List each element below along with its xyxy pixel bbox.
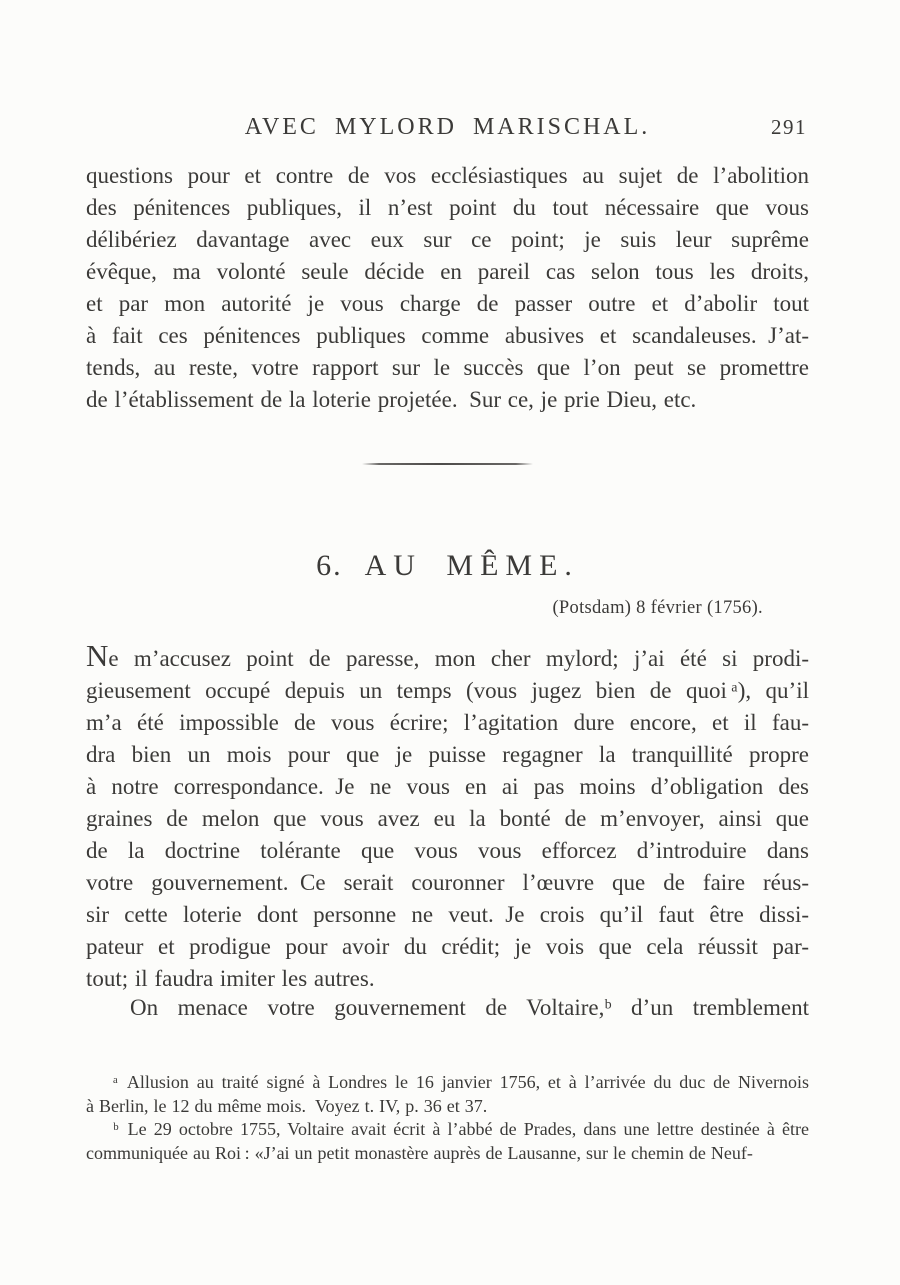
text-line: votre gouvernement. Ce serait couronner l’œuvre que de faire réus- xyxy=(86,870,809,895)
section-number: 6. xyxy=(316,549,343,582)
text-line: sir cette loterie dont personne ne veut. Je crois qu’il faut être dissi- xyxy=(86,902,809,927)
text-line: de l’établissement de la loterie projetée. Sur ce, je prie Dieu, etc. xyxy=(86,387,697,412)
text-line: graines de melon que vous avez eu la bonté de m’envoyer, ainsi que xyxy=(86,806,809,831)
text-line: Ne m’accusez point de paresse, mon cher mylord; j’ai été si prodi- xyxy=(86,638,809,673)
text-line: à notre correspondance. Je ne vous en ai pas moins d’obligation des xyxy=(86,774,809,799)
text-line: et par mon autorité je vous charge de passer outre et d’abolir tout xyxy=(86,291,809,316)
text-line: évêque, ma volonté seule décide en pareil cas selon tous les droits, xyxy=(86,259,809,284)
section-title: AU MÊME. xyxy=(364,549,579,582)
text-line: communiquée au Roi : «J’ai un petit monastère auprès de Lausanne, sur le chemin de Neuf- xyxy=(86,1142,753,1163)
text-line: des pénitences publiques, il n’est point du tout nécessaire que vous xyxy=(86,195,809,220)
text-line: On menace votre gouvernement de Voltaire,ᵇ d’un tremblement xyxy=(130,995,809,1020)
text-line: ᵇ Le 29 octobre 1755, Voltaire avait écrit à l’abbé de Prades, dans une lettre destinée à être xyxy=(113,1119,809,1139)
letter-dateline: (Potsdam) 8 février (1756). xyxy=(552,598,763,618)
text-line: dra bien un mois pour que je puisse regagner la tranquillité propre xyxy=(86,742,809,767)
section-divider-rule xyxy=(362,463,533,465)
text-line: à fait ces pénitences publiques comme abusives et scandaleuses. J’at- xyxy=(86,323,809,348)
text-line: questions pour et contre de vos ecclésiastiques au sujet de l’abolition xyxy=(86,163,809,188)
footnote-a xyxy=(86,1071,809,1118)
letter-first-paragraph xyxy=(86,640,809,995)
text-line: tout; il faudra imiter les autres. xyxy=(86,966,375,991)
letter-second-paragraph xyxy=(86,992,809,1024)
page-number: 291 xyxy=(771,115,807,139)
text-line: tends, au reste, votre rapport sur le succès que l’on peut se promettre xyxy=(86,355,809,380)
page-header xyxy=(86,112,809,146)
text-line: ᵃ Allusion au traité signé à Londres le 16 janvier 1756, et à l’arrivée du duc de Nivernois xyxy=(113,1072,809,1092)
text-line: à Berlin, le 12 du même mois. Voyez t. IV, p. 36 et 37. xyxy=(86,1095,488,1116)
continuation-paragraph xyxy=(86,160,809,416)
text-line: délibériez davantage avec eux sur ce point; je suis leur suprême xyxy=(86,227,809,252)
text-line: pateur et prodigue pour avoir du crédit; je vois que cela réussit par- xyxy=(86,934,809,959)
footnotes xyxy=(86,1071,809,1165)
text-line: m’a été impossible de vous écrire; l’agitation dure encore, et il fau- xyxy=(86,710,809,735)
footnote-b xyxy=(86,1118,809,1165)
running-title: AVEC MYLORD MARISCHAL. xyxy=(244,114,651,140)
section-heading xyxy=(86,548,809,584)
text-line: de la doctrine tolérante que vous vous efforcez d’introduire dans xyxy=(86,838,809,863)
text-line: gieusement occupé depuis un temps (vous jugez bien de quoi ᵃ), qu’il xyxy=(86,678,809,703)
